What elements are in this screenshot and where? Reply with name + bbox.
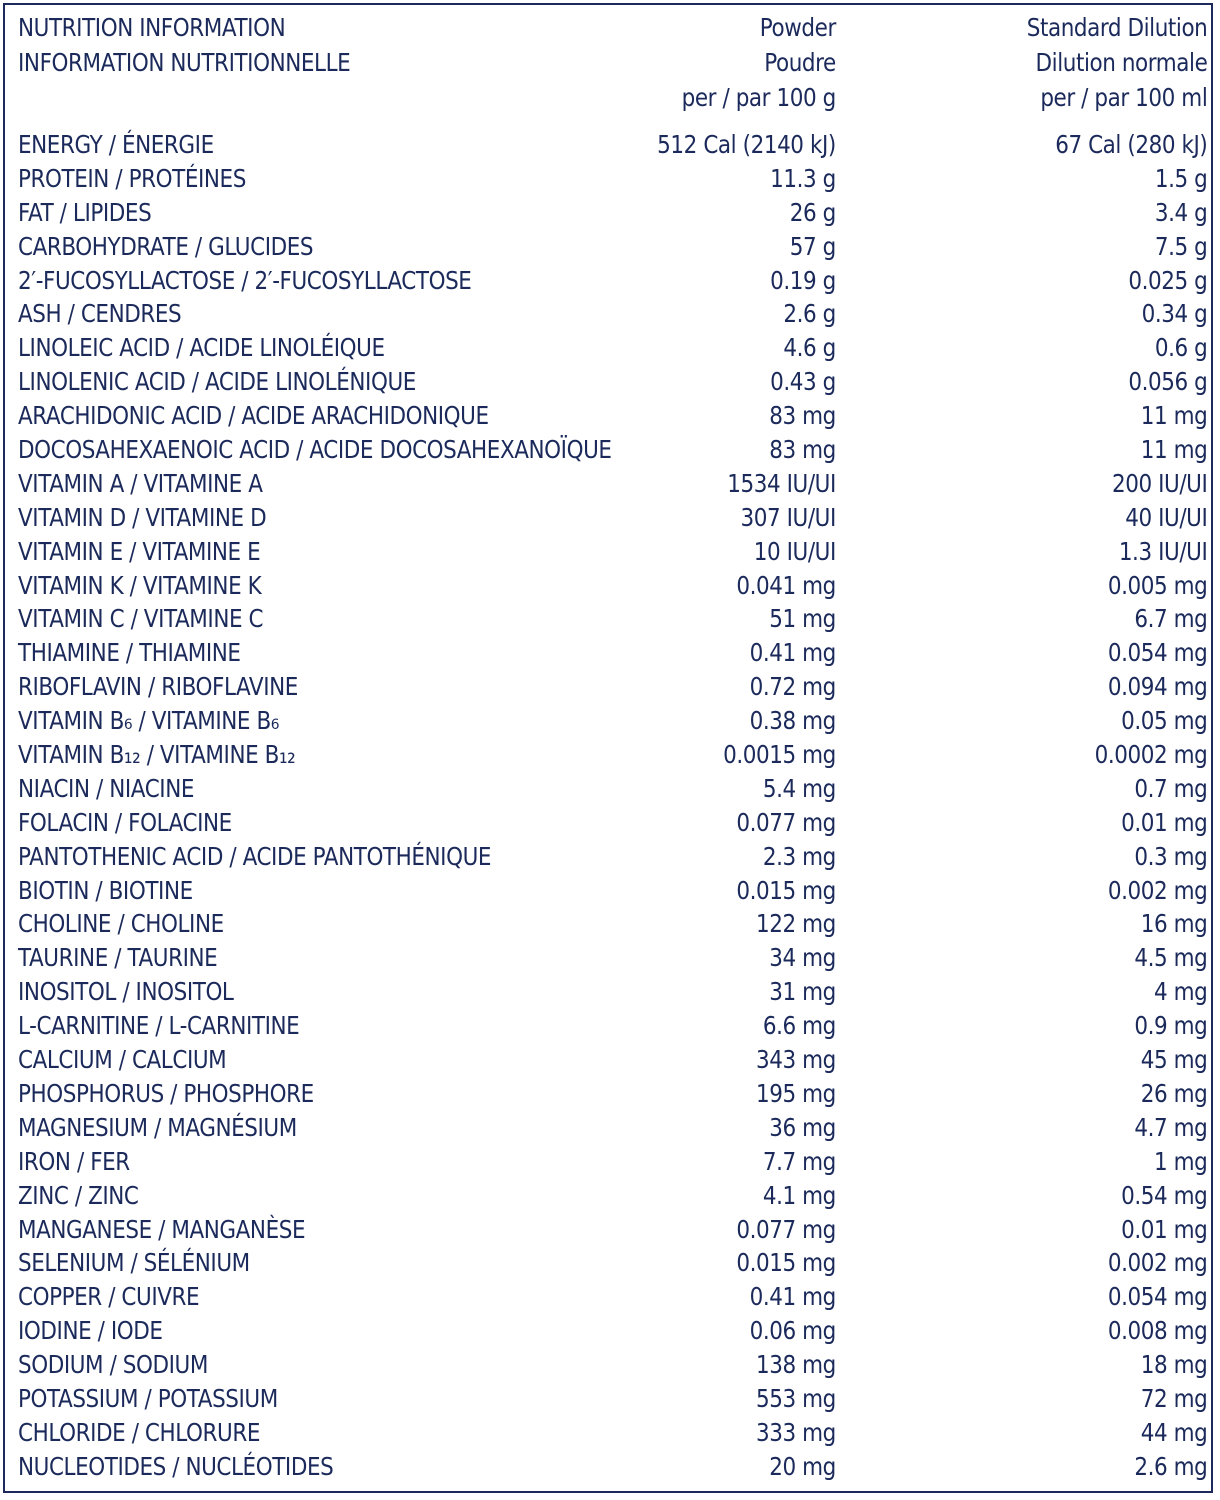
table-row: [18, 1043, 1207, 1077]
nutrient-name: FAT / LIPIDES: [18, 197, 152, 227]
table-row: [18, 1179, 1207, 1213]
dilution-value: 0.002 mg: [1107, 875, 1208, 905]
nutrition-table: [18, 10, 1207, 1484]
table-row: [18, 1145, 1207, 1179]
dilution-value: 0.9 mg: [1134, 1011, 1208, 1041]
nutrient-name: VITAMIN C / VITAMINE C: [18, 604, 264, 634]
table-row: [18, 1382, 1207, 1416]
table-row: [18, 1246, 1207, 1280]
nutrient-name: RIBOFLAVIN / RIBOFLAVINE: [18, 672, 298, 702]
dilution-value: 45 mg: [1140, 1045, 1208, 1075]
dilution-value: 0.002 mg: [1107, 1248, 1208, 1278]
nutrient-name: CHOLINE / CHOLINE: [18, 909, 224, 939]
table-row: [18, 772, 1207, 806]
powder-value: 0.077 mg: [736, 807, 836, 837]
dilution-value: 11 mg: [1140, 435, 1208, 465]
table-row: [18, 1416, 1207, 1450]
table-row: [18, 467, 1207, 501]
dilution-value: 6.7 mg: [1134, 604, 1208, 634]
table-row: [18, 636, 1207, 670]
nutrient-name: IRON / FER: [18, 1146, 130, 1176]
nutrient-name: 2′-FUCOSYLLACTOSE / 2′-FUCOSYLLACTOSE: [18, 265, 472, 295]
table-row: [18, 907, 1207, 941]
dilution-value: 72 mg: [1140, 1383, 1208, 1413]
dilution-value: 3.4 g: [1154, 197, 1208, 227]
dilution-value: 44 mg: [1140, 1417, 1208, 1447]
dilution-value: 4 mg: [1153, 977, 1208, 1007]
table-row: [18, 1280, 1207, 1314]
nutrient-name: CARBOHYDRATE / GLUCIDES: [18, 231, 314, 261]
nutrient-name: VITAMIN B₆ / VITAMINE B₆: [18, 706, 279, 736]
nutrient-name: LINOLEIC ACID / ACIDE LINOLÉIQUE: [18, 333, 385, 363]
dilution-value: 0.056 g: [1128, 367, 1208, 397]
powder-value: 0.077 mg: [736, 1214, 836, 1244]
dilution-value: 16 mg: [1140, 909, 1208, 939]
powder-value: 0.41 mg: [749, 1282, 836, 1312]
powder-value: 26 g: [789, 197, 836, 227]
powder-value: 0.041 mg: [736, 570, 836, 600]
dilution-value: 40 IU/UI: [1125, 502, 1208, 532]
table-row: [18, 297, 1207, 331]
dilution-value: 1 mg: [1153, 1146, 1208, 1176]
dilution-value: 200 IU/UI: [1111, 468, 1208, 498]
powder-value: 333 mg: [755, 1417, 836, 1447]
dilution-value: 11 mg: [1140, 401, 1208, 431]
table-row: [18, 1450, 1207, 1484]
table-row: [18, 874, 1207, 908]
table-row: [18, 602, 1207, 636]
dilution-value: 0.01 mg: [1121, 1214, 1208, 1244]
powder-label-english: Powder: [759, 13, 836, 42]
nutrient-name: CALCIUM / CALCIUM: [18, 1045, 227, 1075]
nutrient-name: VITAMIN B₁₂ / VITAMINE B₁₂: [18, 740, 296, 770]
powder-value: 0.43 g: [770, 367, 836, 397]
powder-value: 512 Cal (2140 kJ): [657, 130, 836, 159]
table-row: [18, 331, 1207, 365]
nutrient-name: DOCOSAHEXAENOIC ACID / ACIDE DOCOSAHEXANOÏQUE: [18, 435, 612, 465]
powder-value: 553 mg: [755, 1383, 836, 1413]
table-row: [18, 569, 1207, 603]
table-row: [18, 806, 1207, 840]
table-row: [18, 399, 1207, 433]
header-powder-column: [682, 10, 836, 115]
table-row: [18, 670, 1207, 704]
powder-value: 2.6 g: [783, 299, 836, 329]
dilution-value: 0.7 mg: [1134, 773, 1208, 803]
nutrient-name: IODINE / IODE: [18, 1316, 163, 1346]
nutrient-name: MANGANESE / MANGANÈSE: [18, 1214, 306, 1244]
dilution-value: 18 mg: [1140, 1350, 1208, 1380]
powder-value: 1534 IU/UI: [727, 468, 836, 498]
dilution-label-french: Dilution normale: [1035, 48, 1208, 77]
powder-value: 4.6 g: [783, 333, 836, 363]
powder-value: 343 mg: [755, 1045, 836, 1075]
powder-value: 83 mg: [769, 435, 836, 465]
powder-label-french: Poudre: [764, 48, 836, 77]
header-dilution-column: [1027, 10, 1208, 115]
nutrient-name: PHOSPHORUS / PHOSPHORE: [18, 1078, 314, 1108]
table-row: [18, 1348, 1207, 1382]
powder-value: 0.0015 mg: [723, 740, 836, 770]
nutrient-name: VITAMIN D / VITAMINE D: [18, 502, 267, 532]
dilution-value: 1.3 IU/UI: [1118, 536, 1208, 566]
dilution-unit: per / par 100 ml: [1040, 83, 1208, 112]
table-row: [18, 738, 1207, 772]
nutrient-name: BIOTIN / BIOTINE: [18, 875, 193, 905]
dilution-value: 67 Cal (280 kJ): [1055, 130, 1208, 159]
powder-value: 57 g: [789, 231, 836, 261]
table-row: [18, 975, 1207, 1009]
nutrient-name: L-CARNITINE / L-CARNITINE: [18, 1011, 300, 1041]
nutrient-name: NIACIN / NIACINE: [18, 773, 195, 803]
powder-value: 20 mg: [769, 1451, 836, 1481]
table-row: [18, 501, 1207, 535]
powder-value: 4.1 mg: [762, 1180, 836, 1210]
table-row: [18, 704, 1207, 738]
powder-value: 122 mg: [755, 909, 836, 939]
powder-value: 0.38 mg: [749, 706, 836, 736]
dilution-value: 4.7 mg: [1134, 1112, 1208, 1142]
dilution-value: 0.54 mg: [1121, 1180, 1208, 1210]
dilution-value: 0.3 mg: [1134, 841, 1208, 871]
dilution-value: 0.34 g: [1141, 299, 1208, 329]
powder-value: 5.4 mg: [762, 773, 836, 803]
nutrient-rows: [18, 128, 1207, 1484]
dilution-value: 2.6 mg: [1134, 1451, 1208, 1481]
powder-value: 138 mg: [755, 1350, 836, 1380]
nutrient-name: PROTEIN / PROTÉINES: [18, 163, 246, 193]
nutrient-name: ENERGY / ÉNERGIE: [18, 130, 214, 159]
dilution-value: 0.008 mg: [1107, 1316, 1208, 1346]
powder-value: 6.6 mg: [762, 1011, 836, 1041]
powder-value: 34 mg: [769, 943, 836, 973]
powder-value: 83 mg: [769, 401, 836, 431]
title-english: NUTRITION INFORMATION: [18, 13, 286, 42]
nutrient-name: ASH / CENDRES: [18, 299, 182, 329]
powder-value: 0.72 mg: [749, 672, 836, 702]
nutrient-name: VITAMIN A / VITAMINE A: [18, 468, 263, 498]
powder-value: 0.06 mg: [749, 1316, 836, 1346]
nutrient-name: THIAMINE / THIAMINE: [18, 638, 241, 668]
table-row: [18, 128, 1207, 162]
nutrient-name: SODIUM / SODIUM: [18, 1350, 208, 1380]
table-row: [18, 264, 1207, 298]
nutrient-name: SELENIUM / SÉLÉNIUM: [18, 1248, 250, 1278]
powder-value: 36 mg: [769, 1112, 836, 1142]
powder-value: 0.19 g: [770, 265, 836, 295]
nutrient-name: LINOLENIC ACID / ACIDE LINOLÉNIQUE: [18, 367, 416, 397]
dilution-value: 0.054 mg: [1107, 638, 1208, 668]
powder-value: 195 mg: [755, 1078, 836, 1108]
dilution-value: 0.6 g: [1154, 333, 1208, 363]
nutrient-name: FOLACIN / FOLACINE: [18, 807, 232, 837]
table-row: [18, 196, 1207, 230]
powder-value: 307 IU/UI: [740, 502, 836, 532]
powder-value: 0.015 mg: [736, 875, 836, 905]
nutrient-name: VITAMIN K / VITAMINE K: [18, 570, 262, 600]
nutrient-name: NUCLEOTIDES / NUCLÉOTIDES: [18, 1451, 334, 1481]
table-row: [18, 365, 1207, 399]
dilution-value: 0.025 g: [1128, 265, 1208, 295]
dilution-value: 0.005 mg: [1107, 570, 1208, 600]
table-row: [18, 1111, 1207, 1145]
powder-value: 0.015 mg: [736, 1248, 836, 1278]
nutrient-name: PANTOTHENIC ACID / ACIDE PANTOTHÉNIQUE: [18, 841, 492, 871]
table-row: [18, 535, 1207, 569]
dilution-value: 0.054 mg: [1107, 1282, 1208, 1312]
powder-value: 51 mg: [769, 604, 836, 634]
powder-value: 31 mg: [769, 977, 836, 1007]
nutrient-name: COPPER / CUIVRE: [18, 1282, 200, 1312]
nutrient-name: POTASSIUM / POTASSIUM: [18, 1383, 278, 1413]
table-row: [18, 1314, 1207, 1348]
table-row: [18, 162, 1207, 196]
table-row: [18, 1009, 1207, 1043]
dilution-value: 7.5 g: [1154, 231, 1208, 261]
dilution-value: 0.094 mg: [1107, 672, 1208, 702]
title-french: INFORMATION NUTRITIONNELLE: [18, 48, 351, 77]
nutrient-name: VITAMIN E / VITAMINE E: [18, 536, 261, 566]
table-row: [18, 433, 1207, 467]
dilution-value: 0.01 mg: [1121, 807, 1208, 837]
nutrient-name: ZINC / ZINC: [18, 1180, 139, 1210]
table-row: [18, 1077, 1207, 1111]
table-row: [18, 840, 1207, 874]
dilution-value: 1.5 g: [1154, 163, 1208, 193]
dilution-value: 0.0002 mg: [1094, 740, 1208, 770]
nutrition-table-header: [18, 10, 1207, 128]
powder-value: 0.41 mg: [749, 638, 836, 668]
nutrient-name: INOSITOL / INOSITOL: [18, 977, 234, 1007]
header-title-block: [18, 10, 350, 80]
nutrient-name: TAURINE / TAURINE: [18, 943, 218, 973]
dilution-label-english: Standard Dilution: [1026, 13, 1208, 42]
powder-value: 10 IU/UI: [753, 536, 836, 566]
powder-unit: per / par 100 g: [681, 83, 836, 112]
table-row: [18, 941, 1207, 975]
powder-value: 7.7 mg: [762, 1146, 836, 1176]
powder-value: 11.3 g: [770, 163, 836, 193]
nutrient-name: ARACHIDONIC ACID / ACIDE ARACHIDONIQUE: [18, 401, 489, 431]
dilution-value: 0.05 mg: [1121, 706, 1208, 736]
nutrient-name: MAGNESIUM / MAGNÉSIUM: [18, 1112, 297, 1142]
dilution-value: 4.5 mg: [1134, 943, 1208, 973]
dilution-value: 26 mg: [1140, 1078, 1208, 1108]
powder-value: 2.3 mg: [762, 841, 836, 871]
nutrient-name: CHLORIDE / CHLORURE: [18, 1417, 260, 1447]
table-row: [18, 1213, 1207, 1247]
table-row: [18, 230, 1207, 264]
